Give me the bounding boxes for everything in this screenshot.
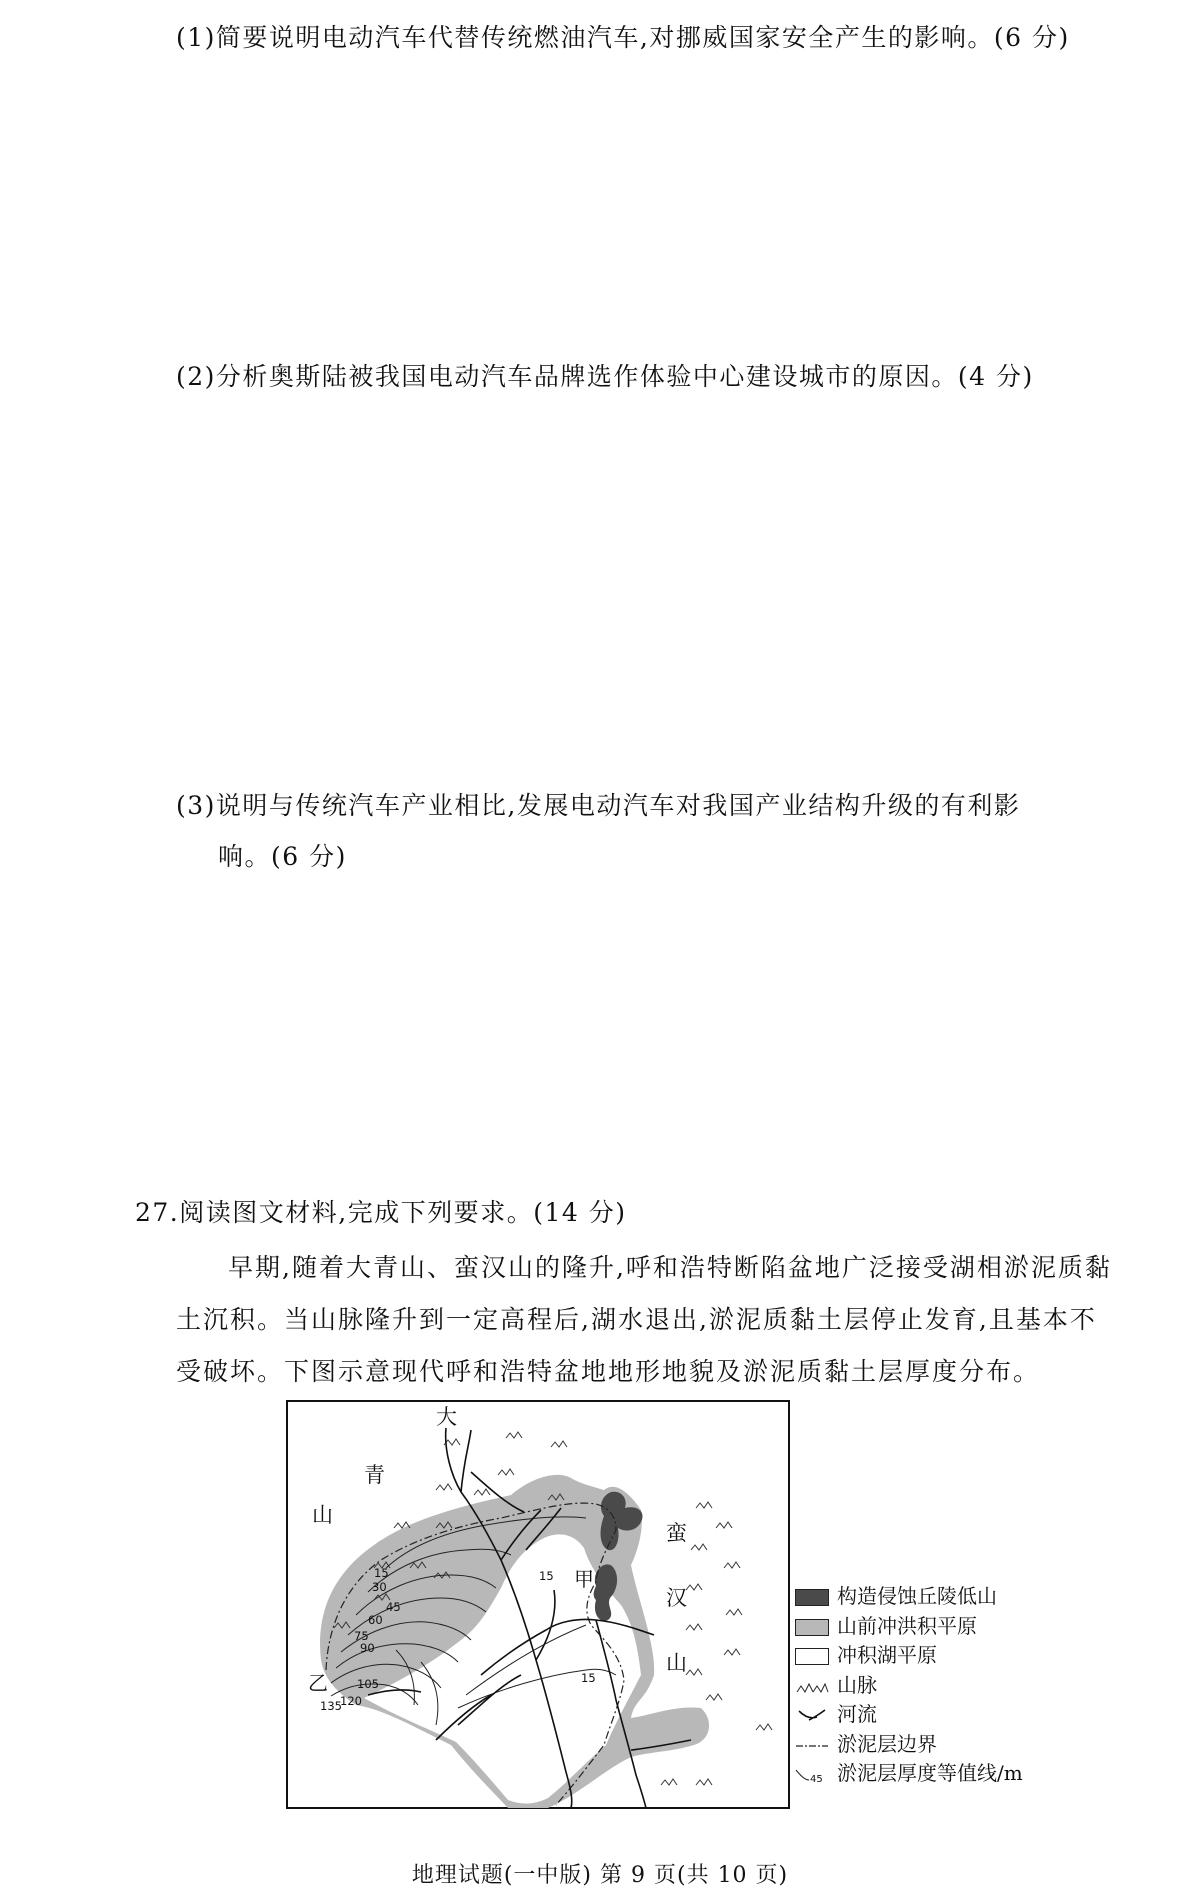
legend-item-hills: [795, 1582, 1023, 1612]
dash-dot-line-icon: [795, 1737, 829, 1754]
map-label-da: 大: [436, 1405, 457, 1429]
legend-label: 淤泥层边界: [837, 1731, 937, 1756]
legend-label: 淤泥层厚度等值线/m: [837, 1761, 1023, 1785]
white-fill-swatch-icon: [795, 1648, 829, 1665]
contour-sample-value: 45: [810, 1774, 823, 1783]
dark-fill-swatch-icon: [795, 1589, 829, 1606]
material-line-1: 早期,随着大青山、蛮汉山的隆升,呼和浩特断陷盆地广泛接受湖相淤泥质黏: [228, 1253, 1112, 1282]
legend-item-river: [795, 1700, 1023, 1730]
river-icon: [795, 1707, 829, 1724]
contour-label-135: 135: [320, 1699, 342, 1713]
legend-label: 山前冲洪积平原: [837, 1613, 977, 1638]
gray-fill-swatch-icon: [795, 1619, 829, 1636]
contour-label-15-north: 15: [539, 1569, 554, 1583]
hohhot-basin-map: [286, 1400, 790, 1809]
contour-label-30: 30: [372, 1580, 387, 1594]
question-3-line-1: (3)说明与传统汽车产业相比,发展电动汽车对我国产业结构升级的有利影: [176, 791, 1021, 820]
material-line-2: 土沉积。当山脉隆升到一定高程后,湖水退出,淤泥质黏土层停止发育,且基本不: [176, 1305, 1097, 1334]
map-label-yi: 乙: [308, 1671, 328, 1695]
page-footer: 地理试题(一中版) 第 9 页(共 10 页): [411, 1863, 789, 1888]
question-27-header: 27.阅读图文材料,完成下列要求。(14 分): [135, 1198, 627, 1227]
legend-item-mountains: [795, 1671, 1023, 1701]
question-3-line-2: 响。(6 分): [218, 842, 347, 871]
map-svg: [286, 1400, 790, 1809]
contour-label-90: 90: [360, 1641, 375, 1655]
mountain-icon: [795, 1678, 829, 1695]
legend-label: 构造侵蚀丘陵低山: [837, 1584, 997, 1608]
legend-label: 河流: [837, 1702, 877, 1726]
legend-label: 冲积湖平原: [837, 1643, 937, 1667]
contour-label-75: 75: [354, 1629, 369, 1643]
question-1: (1)简要说明电动汽车代替传统燃油汽车,对挪威国家安全产生的影响。(6 分): [176, 23, 1070, 52]
map-label-shan-right: 山: [666, 1651, 687, 1675]
contour-label-105: 105: [357, 1677, 379, 1691]
question-2: (2)分析奥斯陆被我国电动汽车品牌选作体验中心建设城市的原因。(4 分): [176, 362, 1034, 391]
contour-label-45: 45: [386, 1600, 401, 1614]
contour-label-15-east: 15: [581, 1671, 596, 1685]
contour-label-60: 60: [368, 1613, 383, 1627]
legend-item-contour: [795, 1759, 1023, 1789]
contour-label-15: 15: [374, 1566, 389, 1580]
map-label-qing: 青: [364, 1463, 385, 1487]
legend-item-piedmont: [795, 1612, 1023, 1642]
map-label-man: 蛮: [666, 1521, 687, 1545]
map-label-shan-left: 山: [312, 1503, 333, 1527]
map-legend: [795, 1582, 1023, 1789]
map-label-jia: 甲: [574, 1567, 594, 1591]
material-line-3: 受破坏。下图示意现代呼和浩特盆地地形地貌及淤泥质黏土层厚度分布。: [176, 1357, 1041, 1386]
map-label-han: 汉: [666, 1586, 687, 1610]
legend-label: 山脉: [837, 1672, 877, 1697]
contour-line-icon: [795, 1766, 829, 1783]
contour-label-120: 120: [340, 1694, 362, 1708]
legend-item-silt-boundary: [795, 1730, 1023, 1760]
legend-item-lake-plain: [795, 1641, 1023, 1671]
